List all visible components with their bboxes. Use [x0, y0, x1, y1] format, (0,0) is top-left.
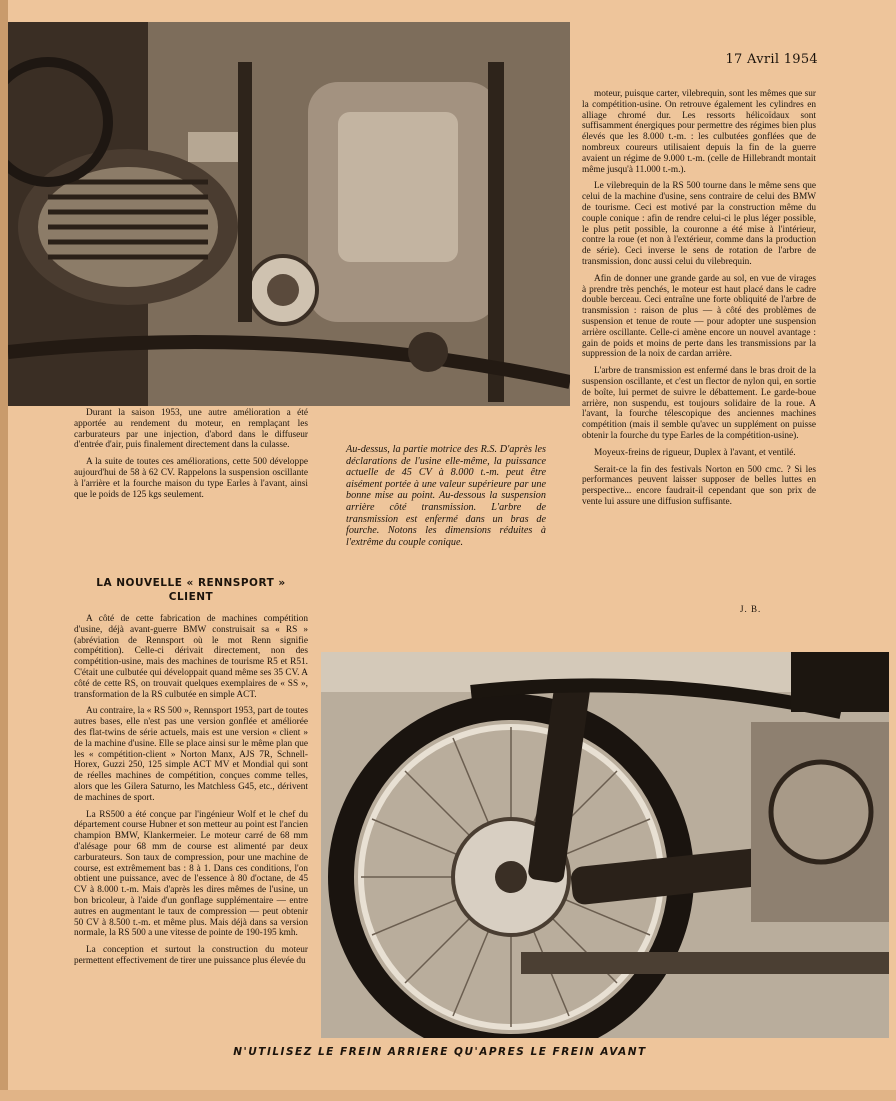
paragraph: moteur, puisque carter, vilebrequin, sont les mêmes que sur la compétition-usine. On retrouve également les cylindres en alliage chromé dur. Les ressorts hélicoïdaux sont suffisamment énergiques pour permettre des régimes bien plus élevés que les 8.000 t.-m. : les culbutées gonflées que de nombreux coureurs utilisaient depuis la fin de la guerre avaient un régime de 9.000 t.-m. (celle de Hillebrandt montait même jusqu'à 11.000 t.-m.). [582, 89, 816, 175]
page-edge [0, 0, 8, 1101]
issue-date: 17 Avril 1954 [725, 52, 818, 67]
engine-photo [8, 22, 570, 406]
paragraph: L'arbre de transmission est enfermé dans le bras droit de la suspension oscillante, et c'est un flector de nylon qui, en sortie de boîte, lui permet de suivre le débattement. Le garde-boue arrière, non suspendu, est toujours solidaire de la roue. A l'avant, la fourche télescopique des anciennes machines compétition (mais il semble qu'avec un supplément on puisse obtenir la fourche du type Earles de la compétition-usine). [582, 366, 816, 441]
rear-wheel-illustration [321, 652, 889, 1038]
paragraph: Au contraire, la « RS 500 », Rennsport 1953, part de toutes autres bases, elle n'est pas une version gonflée et améliorée des flat-twins de série actuels, mais est une version « client » de la machine d'usine. Elle se place ainsi sur le même plan que les « compétition-client » Norton Manx, AJS 7R, Schnell-Horex, Guzzi 250, 125 simple ACT MV et Mondial qui sont de réelles machines de compétition, conçues comme telles, alors que les Gilera Saturno, les Matchless G45, etc., dérivent de machines de sport. [74, 706, 308, 803]
rear-suspension-photo [321, 652, 889, 1038]
photo-caption: Au-dessus, la partie motrice des R.S. D'après les déclarations de l'usine elle-même, la puissance actuelle de 45 CV à 8.000 t.-m. peut être aisément portée à une valeur supérieure par une bonne mise au point. Au-dessous la suspension arrière côté transmission. L'arbre de transmission est enfermé dans un bras de fourche. Notons les dimensions réduites à l'extrême du couple conique. [346, 444, 546, 548]
paragraph: Moyeux-freins de rigueur, Duplex à l'avant, et ventilé. [594, 447, 796, 458]
safety-footer: N'UTILISEZ LE FREIN ARRIERE QU'APRES LE FREIN AVANT [233, 1046, 647, 1058]
paragraph: La RS500 a été conçue par l'ingénieur Wolf et le chef du département course Hubner et son metteur au point est l'ancien champion BMW, Klankermeier. Le moteur carré de 68 mm d'alésage pour 68 mm de course est alimenté par deux carburateurs. Son taux de compression, pour une machine de course, est extrêmement bas : 8 à 1. Dans ces conditions, l'on obtient une puissance, avec de l'essence à 80 d'octane, de 45 CV à 8.000 t.-m. Mais d'après les dires mêmes de l'usine, un bon bricoleur, à l'aide d'un gonflage supplémentaire — entre autres en augmentant le taux de compression — peut obtenir 50 CV à 8.500 t.-m. et même plus. Mais déjà dans sa version normale, la RS 500 a une vitesse de pointe de 190-195 kmh. [74, 809, 308, 939]
section-heading-line2: CLIENT [168, 591, 214, 603]
engine-illustration [8, 22, 570, 406]
article-column-left [74, 576, 308, 973]
paragraph: La conception et surtout la construction du moteur permettent effectivement de tirer une puissance plus élevée du [74, 945, 308, 966]
page-bottom-edge [0, 1090, 896, 1101]
paragraph: A côté de cette fabrication de machines compétition d'usine, déjà avant-guerre BMW construisait sa « RS » (abréviation de Rennsport où le mot Renn signifie compétition). Celle-ci dérivait directement, non des compétition-usine, mais des machines de tourisme R5 et R51. C'était une culbutée qui développait quand même ses 35 CV. A côté de cette RS, on trouvait quelques exemplaires de « SS », transformation de la RS culbutée en simple ACT. [74, 614, 308, 700]
paragraph: A la suite de toutes ces améliorations, cette 500 développe aujourd'hui de 58 à 62 CV. Rappelons la suspension oscillante à l'arrière et la fourche maison du type Earles à l'avant, ainsi que le poids de 125 kgs seulement. [74, 457, 308, 500]
section-heading [74, 576, 308, 604]
author-signature: J. B. [740, 604, 762, 614]
paragraph: Afin de donner une grande garde au sol, en vue de virages à prendre très penchés, le moteur est haut placé dans le cadre double berceau. Ceci entraîne une forte obliquité de l'arbre de transmission : raison de plus — à côté des problèmes de suspension et tenue de route — pour adopter une suspension arrière oscillante. Celle-ci amène encore un nouvel avantage : gain de poids et moins de perte dans les transmissions par la suppression de la noix de cardan arrière. [582, 273, 816, 360]
article-column-right [582, 89, 816, 514]
section-heading-line1: LA NOUVELLE « RENNSPORT » [96, 577, 286, 589]
paragraph: Serait-ce la fin des festivals Norton en 500 cmc. ? Si les performances peuvent laisser supposer de belles luttes en perspective... encore faudrait-il cependant que son prix de vente lui assure une diffusion suffisante. [582, 464, 816, 507]
paragraph: Le vilebrequin de la RS 500 tourne dans le même sens que celui de la machine d'usine, sens contraire de celui des BMW de tourisme. Ceci est motivé par la construction même du couple conique : afin de rendre celui-ci le plus léger possible, le plus petit possible, la couronne a été mise à l'intérieur, contre la roue (et non à l'extérieur, comme dans la production de série). Ceci inverse le sens de rotation de l'arbre de transmission, donc aussi celui du vilebrequin. [582, 181, 816, 267]
paragraph: Durant la saison 1953, une autre amélioration a été apportée au rendement du moteur, en remplaçant les carburateurs par une injection, d'abord dans le diffuseur d'entrée d'air, puis finalement directement dans la culasse. [74, 408, 308, 451]
article-column-middle [74, 408, 308, 506]
